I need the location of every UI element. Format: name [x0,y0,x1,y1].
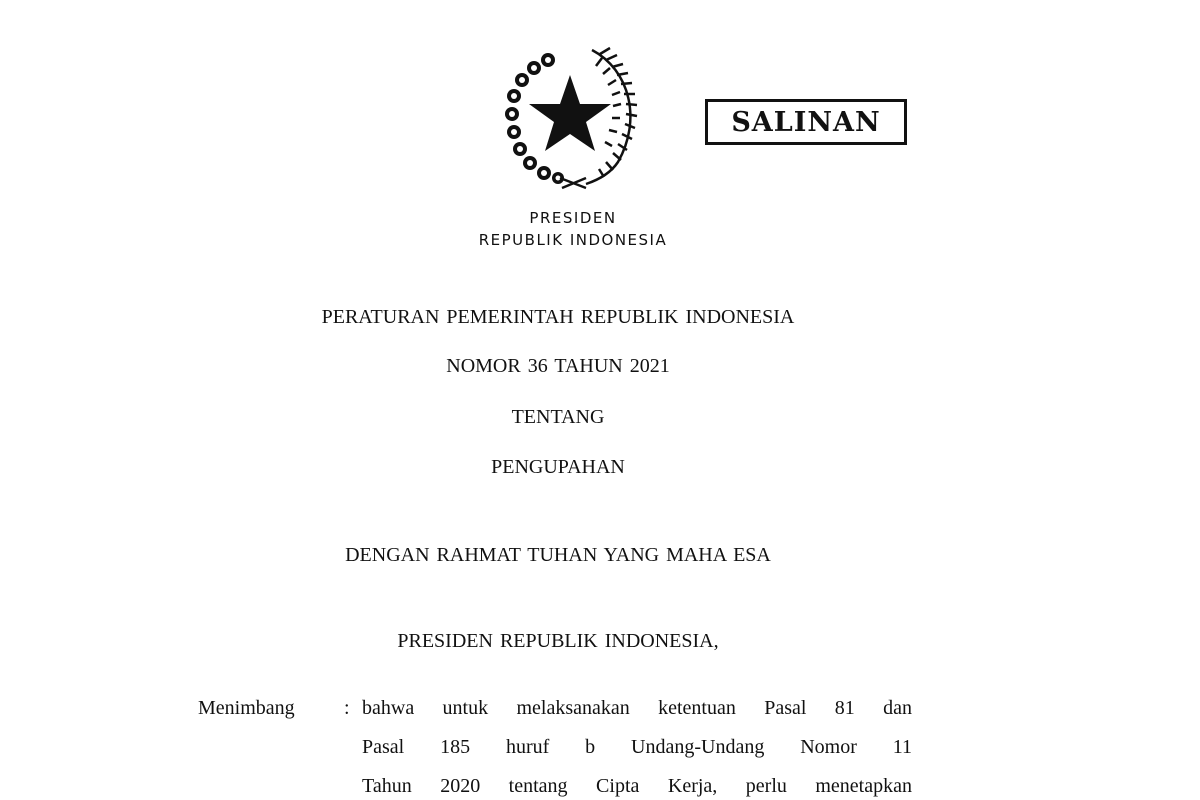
menimbang-line-3: Tahun 2020 tentang Cipta Kerja, perlu menetapkan [362,775,912,797]
salinan-stamp: SALINAN [705,99,907,145]
invocation-line: DENGAN RAHMAT TUHAN YANG MAHA ESA [345,544,771,566]
regulation-title: PERATURAN PEMERINTAH REPUBLIK INDONESIA [321,306,795,328]
regulation-tentang: TENTANG [511,406,605,428]
regulation-subject: PENGUPAHAN [491,456,625,478]
menimbang-label: Menimbang [198,697,295,719]
institution-line-president: PRESIDEN [529,209,617,227]
star-icon [529,75,611,151]
menimbang-line-2: Pasal 185 huruf b Undang-Undang Nomor 11 [362,736,912,758]
regulation-number: NOMOR 36 TAHUN 2021 [446,355,670,377]
menimbang-colon: : [344,697,350,719]
menimbang-line-1: bahwa untuk melaksanakan ketentuan Pasal 81 dan [362,697,912,719]
president-heading: PRESIDEN REPUBLIK INDONESIA, [397,630,719,652]
institution-line-republic: REPUBLIK INDONESIA [478,231,668,249]
ribbon-icon [560,178,586,188]
presidential-emblem [500,40,645,190]
